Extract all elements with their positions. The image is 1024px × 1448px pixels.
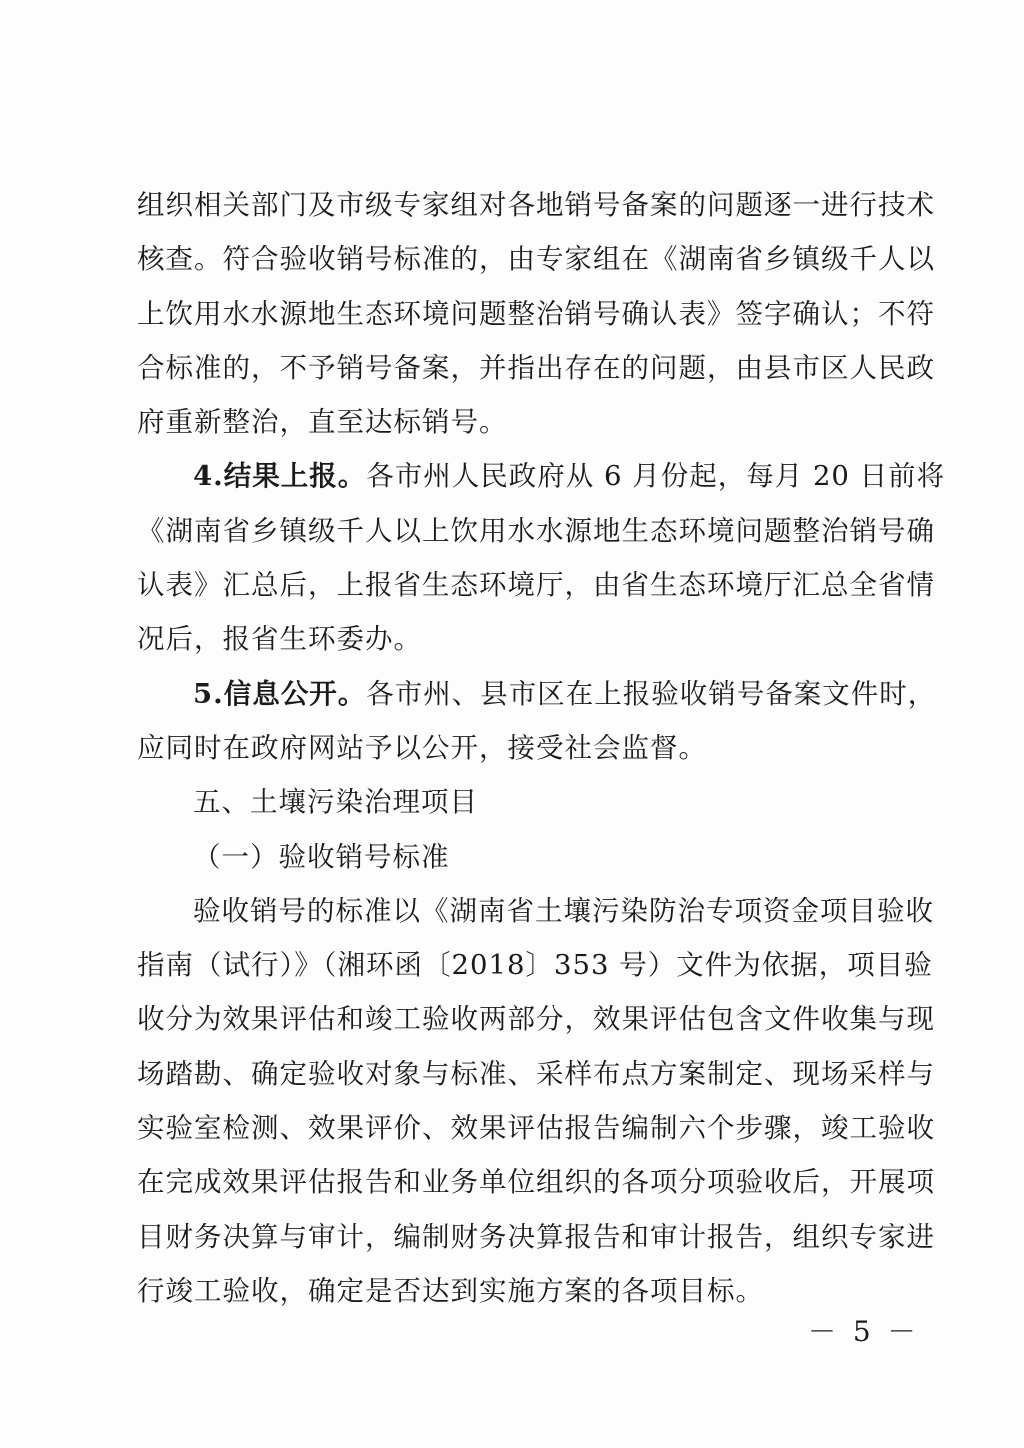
line-text: （一）验收销号标准 xyxy=(193,840,450,873)
text-line xyxy=(137,938,933,992)
line-text: 在完成效果评估报告和业务单位组织的各项分项验收后，开展项 xyxy=(137,1166,935,1199)
text-line xyxy=(137,612,889,666)
line-text: 上饮用水水源地生态环境问题整治销号确认表》签字确认；不符 xyxy=(137,297,935,330)
text-line xyxy=(137,721,889,775)
text-line xyxy=(137,1210,935,1264)
text-line xyxy=(137,341,935,395)
line-text: 况后，报省生环委办。 xyxy=(137,623,422,656)
text-line xyxy=(137,178,935,232)
line-text: 场踏勘、确定验收对象与标准、采样布点方案制定、现场采样与 xyxy=(137,1057,935,1090)
text-line xyxy=(137,1155,935,1209)
line-text: 《湖南省乡镇级千人以上饮用水水源地生态环境问题整治销号确 xyxy=(137,514,935,547)
text-line xyxy=(137,232,935,286)
section-heading xyxy=(137,775,889,829)
line-text: 验收销号的标准以《湖南省土壤污染防治专项资金项目验收 xyxy=(193,894,934,927)
line-text: 组织相关部门及市级专家组对各地销号备案的问题逐一进行技术 xyxy=(137,189,935,221)
text-line xyxy=(137,1101,935,1155)
text-line xyxy=(137,504,935,558)
text-line xyxy=(137,1047,935,1101)
section-heading xyxy=(137,830,889,884)
text-line xyxy=(137,449,946,503)
text-line xyxy=(137,1264,889,1318)
text-line xyxy=(137,395,889,449)
text-line xyxy=(137,667,937,721)
item-lead-title: 4.结果上报。 xyxy=(193,460,367,493)
line-text: 府重新整治，直至达标销号。 xyxy=(137,406,508,439)
page-number: － 5 － xyxy=(808,1315,920,1348)
item-lead-title: 5.信息公开。 xyxy=(193,677,367,710)
text-line xyxy=(137,884,934,938)
line-text: 各市州人民政府从 6 月份起，每月 20 日前将 xyxy=(366,460,946,493)
line-text: 合标准的，不予销号备案，并指出存在的问题，由县市区人民政 xyxy=(137,351,935,384)
text-line xyxy=(137,992,935,1046)
line-text: 目财务决算与审计，编制财务决算报告和审计报告，组织专家进 xyxy=(137,1220,935,1253)
text-line xyxy=(137,287,935,341)
line-text: 行竣工验收，确定是否达到实施方案的各项目标。 xyxy=(137,1274,764,1307)
line-text: 各市州、县市区在上报验收销号备案文件时， xyxy=(366,677,937,710)
document-body xyxy=(137,178,946,1318)
line-text: 收分为效果评估和竣工验收两部分，效果评估包含文件收集与现 xyxy=(137,1003,935,1036)
line-text: 指南（试行）》（湘环函〔2018〕353 号）文件为依据，项目验 xyxy=(137,949,933,982)
line-text: 五、土壤污染治理项目 xyxy=(193,786,478,819)
line-text: 认表》汇总后，上报省生态环境厅，由省生态环境厅汇总全省情 xyxy=(137,569,935,602)
line-text: 核查。符合验收销号标准的，由专家组在《湖南省乡镇级千人以 xyxy=(137,243,935,276)
line-text: 应同时在政府网站予以公开，接受社会监督。 xyxy=(137,731,707,764)
text-line xyxy=(137,558,935,612)
line-text: 实验室检测、效果评价、效果评估报告编制六个步骤，竣工验收 xyxy=(137,1112,935,1145)
